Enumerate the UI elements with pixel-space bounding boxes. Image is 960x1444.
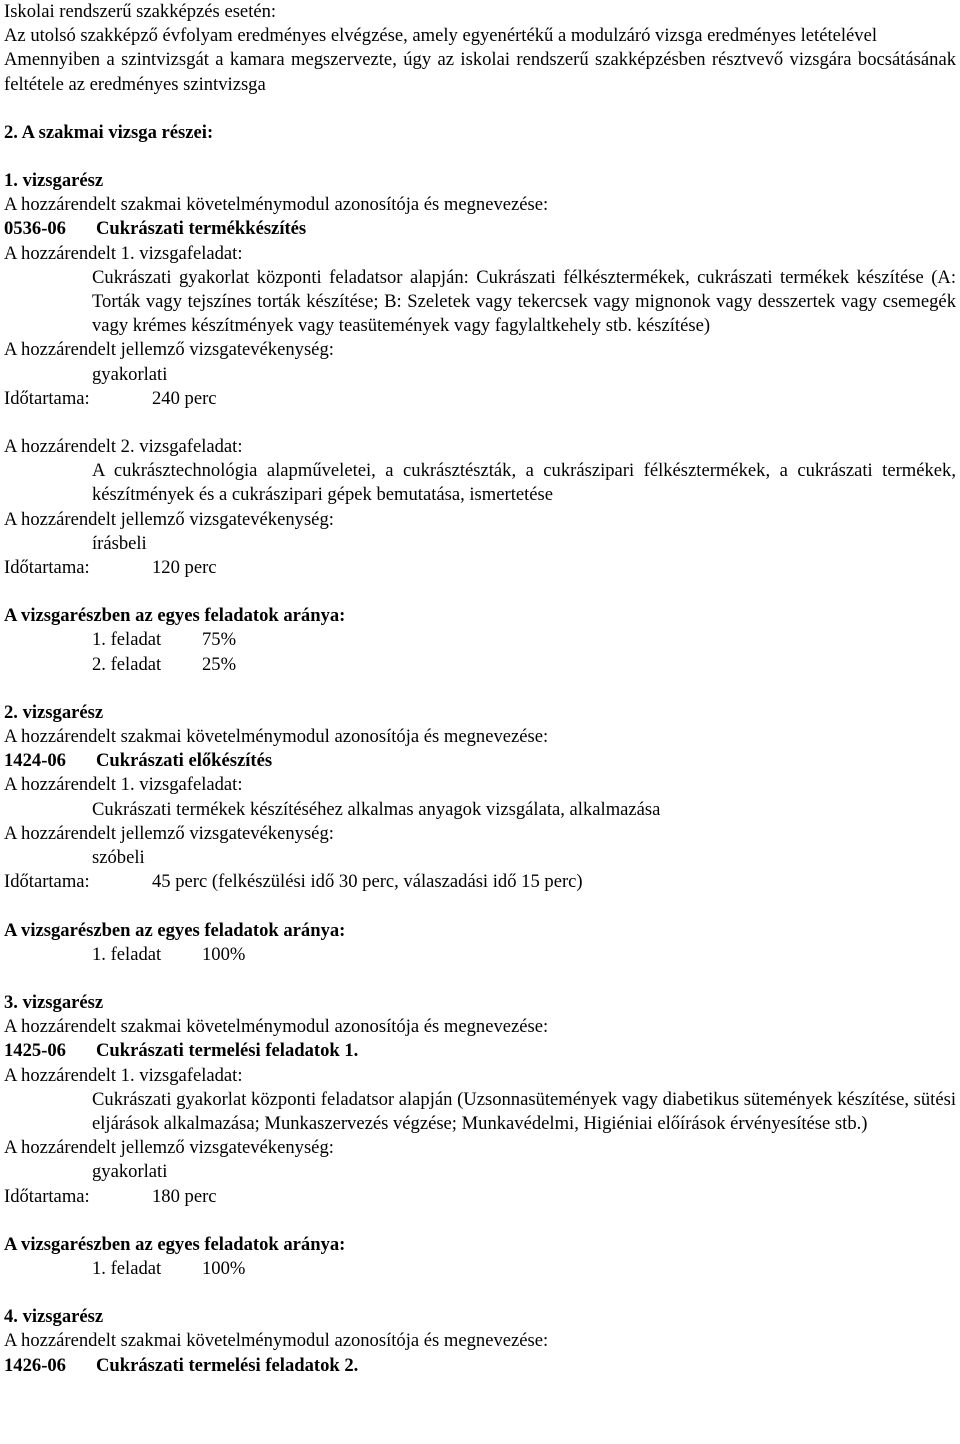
modul-label: A hozzárendelt szakmai követelménymodul azonosítója és megnevezése: <box>4 1330 549 1352</box>
part-title: 4. vizsgarész <box>4 1306 104 1328</box>
modul-code: 1424-06 <box>4 750 66 772</box>
intro-heading: Iskolai rendszerű szakképzés esetén: <box>4 1 277 22</box>
duration-row <box>4 387 956 411</box>
task-description: A cukrásztechnológia alapműveletei, a cukrásztészták, a cukrászipari félkésztermékek, a cukrászati termékek, készítmények és a cukrászipari gépek bemutatása, ismertetése <box>92 460 956 506</box>
intro-paragraph-2: Amennyiben a szintvizsgát a kamara megszervezte, úgy az iskolai rendszerű szakképzésben résztvevő vizsgára bocsátásának feltétele az eredményes szintvizsga <box>4 49 956 95</box>
activity-label: A hozzárendelt jellemző vizsgatevékenység: <box>4 822 334 844</box>
exam-part-4 <box>4 1305 956 1378</box>
duration-value: 180 perc <box>152 1185 217 1207</box>
modul-code: 1426-06 <box>4 1354 66 1376</box>
duration-value: 45 perc (felkészülési idő 30 perc, válaszadási idő 15 perc) <box>152 871 583 893</box>
modul-label: A hozzárendelt szakmai követelménymodul azonosítója és megnevezése: <box>4 194 549 216</box>
modul-label: A hozzárendelt szakmai követelménymodul azonosítója és megnevezése: <box>4 1016 549 1038</box>
activity-label: A hozzárendelt jellemző vizsgatevékenység: <box>4 339 334 361</box>
activity-value: szóbeli <box>92 847 145 869</box>
ratio-row <box>4 943 956 967</box>
task-label: A hozzárendelt 2. vizsgafeladat: <box>4 436 243 458</box>
duration-value: 240 perc <box>152 387 217 409</box>
activity-label: A hozzárendelt jellemző vizsgatevékenység: <box>4 1137 334 1159</box>
duration-value: 120 perc <box>152 557 217 579</box>
document-page <box>4 0 956 1378</box>
modul-code: 1425-06 <box>4 1040 66 1062</box>
modul-name: Cukrászati termelési feladatok 1. <box>96 1040 359 1062</box>
modul-name: Cukrászati termékkészítés <box>96 218 307 240</box>
ratio-label: A vizsgarészben az egyes feladatok aránya: <box>4 605 346 627</box>
task-description: Cukrászati gyakorlat központi feladatsor alapján: Cukrászati félkésztermékek, cukrászati termékek készítése (A: Torták vagy tejszínes torták készítése; B: Szeletek vagy tekercsek vagy mignonok vagy desszertek vagy csemegék vagy krémes készítmények vagy teasütemények vagy fagylaltkehely stb. készítése) <box>92 266 956 337</box>
activity-value: gyakorlati <box>92 363 168 385</box>
duration-row <box>4 870 956 894</box>
ratio-value: 100% <box>202 943 246 965</box>
duration-row <box>4 1185 956 1209</box>
task-label: A hozzárendelt 1. vizsgafeladat: <box>4 774 243 796</box>
modul-name: Cukrászati előkészítés <box>96 750 273 772</box>
modul-code: 0536-06 <box>4 218 66 240</box>
duration-label: Időtartama: <box>4 387 90 409</box>
section-title: 2. A szakmai vizsga részei: <box>4 121 214 143</box>
ratio-label: A vizsgarészben az egyes feladatok aránya: <box>4 1233 346 1255</box>
ratio-row <box>4 653 956 677</box>
task-description: Cukrászati termékek készítéséhez alkalmas anyagok vizsgálata, alkalmazása <box>92 798 661 820</box>
duration-label: Időtartama: <box>4 557 90 579</box>
part-title: 2. vizsgarész <box>4 701 104 723</box>
ratio-task: 1. feladat <box>92 943 162 965</box>
exam-part-2 <box>4 701 956 967</box>
ratio-label: A vizsgarészben az egyes feladatok aránya: <box>4 919 346 941</box>
ratio-row <box>4 628 956 652</box>
ratio-value: 100% <box>202 1257 246 1279</box>
activity-value: írásbeli <box>92 532 147 554</box>
modul-id <box>4 1039 956 1063</box>
exam-part-1 <box>4 169 956 677</box>
task-description: Cukrászati gyakorlat központi feladatsor alapján (Uzsonnasütemények vagy diabetikus sütemények készítése, sütési eljárások alkalmazása; Munkaszervezés végzése; Munkavédelmi, Higiéniai előírások érvényesítése stb.) <box>92 1088 956 1134</box>
modul-label: A hozzárendelt szakmai követelménymodul azonosítója és megnevezése: <box>4 726 549 748</box>
part-title: 3. vizsgarész <box>4 991 104 1013</box>
modul-id <box>4 749 956 773</box>
ratio-value: 25% <box>202 653 237 675</box>
duration-row <box>4 556 956 580</box>
activity-value: gyakorlati <box>92 1161 168 1183</box>
ratio-value: 75% <box>202 629 237 651</box>
ratio-row <box>4 1257 956 1281</box>
task-label: A hozzárendelt 1. vizsgafeladat: <box>4 1064 243 1086</box>
duration-label: Időtartama: <box>4 871 90 893</box>
task-label: A hozzárendelt 1. vizsgafeladat: <box>4 242 243 264</box>
modul-id <box>4 1354 956 1378</box>
ratio-task: 1. feladat <box>92 629 162 651</box>
exam-part-3 <box>4 991 956 1281</box>
modul-id <box>4 217 956 241</box>
intro-paragraph-1: Az utolsó szakképző évfolyam eredményes elvégzése, amely egyenértékű a modulzáró vizsga eredményes letételével <box>4 25 878 47</box>
ratio-task: 2. feladat <box>92 653 162 675</box>
part-title: 1. vizsgarész <box>4 170 104 192</box>
duration-label: Időtartama: <box>4 1185 90 1207</box>
modul-name: Cukrászati termelési feladatok 2. <box>96 1354 359 1376</box>
activity-label: A hozzárendelt jellemző vizsgatevékenység: <box>4 508 334 530</box>
ratio-task: 1. feladat <box>92 1257 162 1279</box>
